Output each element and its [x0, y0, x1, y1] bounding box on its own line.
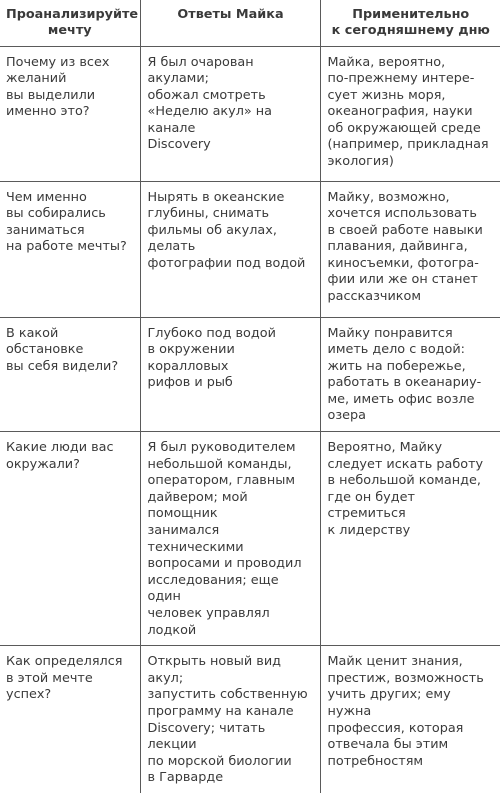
answer-cell: Открыть новый вид акул; запустить собственную программу на канале Discovery; читать лекции по морской биологии в Гарварде	[140, 646, 320, 793]
table-row	[0, 181, 500, 317]
today-cell: Майка, вероятно, по-прежнему интере- сует жизнь моря, океанография, науки об окружающей среде (например, прикладная экология)	[320, 46, 500, 181]
header-today: Применительно к сегодняшнему дню	[320, 0, 500, 46]
answer-cell: Нырять в океанские глубины, снимать фильмы об акулах, делать фотографии под водой	[140, 181, 320, 317]
table-row	[0, 317, 500, 432]
question-cell: Чем именно вы собирались заниматься на работе мечты?	[0, 181, 140, 317]
today-cell: Вероятно, Майку следует искать работу в небольшой команде, где он будет стремиться к лидерству	[320, 432, 500, 646]
header-analyze-dream: Проанализируйте мечту	[0, 0, 140, 46]
table-row	[0, 432, 500, 646]
today-cell: Майк ценит знания, престиж, возможность учить других; ему нужна профессия, которая отвечала бы этим потребностям	[320, 646, 500, 793]
answer-cell: Я был очарован акулами; обожал смотреть «Неделю акул» на канале Discovery	[140, 46, 320, 181]
table-row	[0, 46, 500, 181]
answer-cell: Я был руководителем небольшой команды, оператором, главным дайвером; мой помощник занимался техническими вопросами и проводил исследования; еще один человек управлял лодкой	[140, 432, 320, 646]
question-cell: Почему из всех желаний вы выделили именно это?	[0, 46, 140, 181]
table-header-row	[0, 0, 500, 46]
today-cell: Майку понравится иметь дело с водой: жить на побережье, работать в океанариу- ме, иметь офис возле озера	[320, 317, 500, 432]
answer-cell: Глубоко под водой в окружении коралловых рифов и рыб	[140, 317, 320, 432]
question-cell: Как определялся в этой мечте успех?	[0, 646, 140, 793]
table-row	[0, 646, 500, 793]
today-cell: Майку, возможно, хочется использовать в своей работе навыки плавания, дайвинга, киносъемки, фотогра- фии или же он станет рассказчиком	[320, 181, 500, 317]
header-mike-answers: Ответы Майка	[140, 0, 320, 46]
question-cell: В какой обстановке вы себя видели?	[0, 317, 140, 432]
question-cell: Какие люди вас окружали?	[0, 432, 140, 646]
